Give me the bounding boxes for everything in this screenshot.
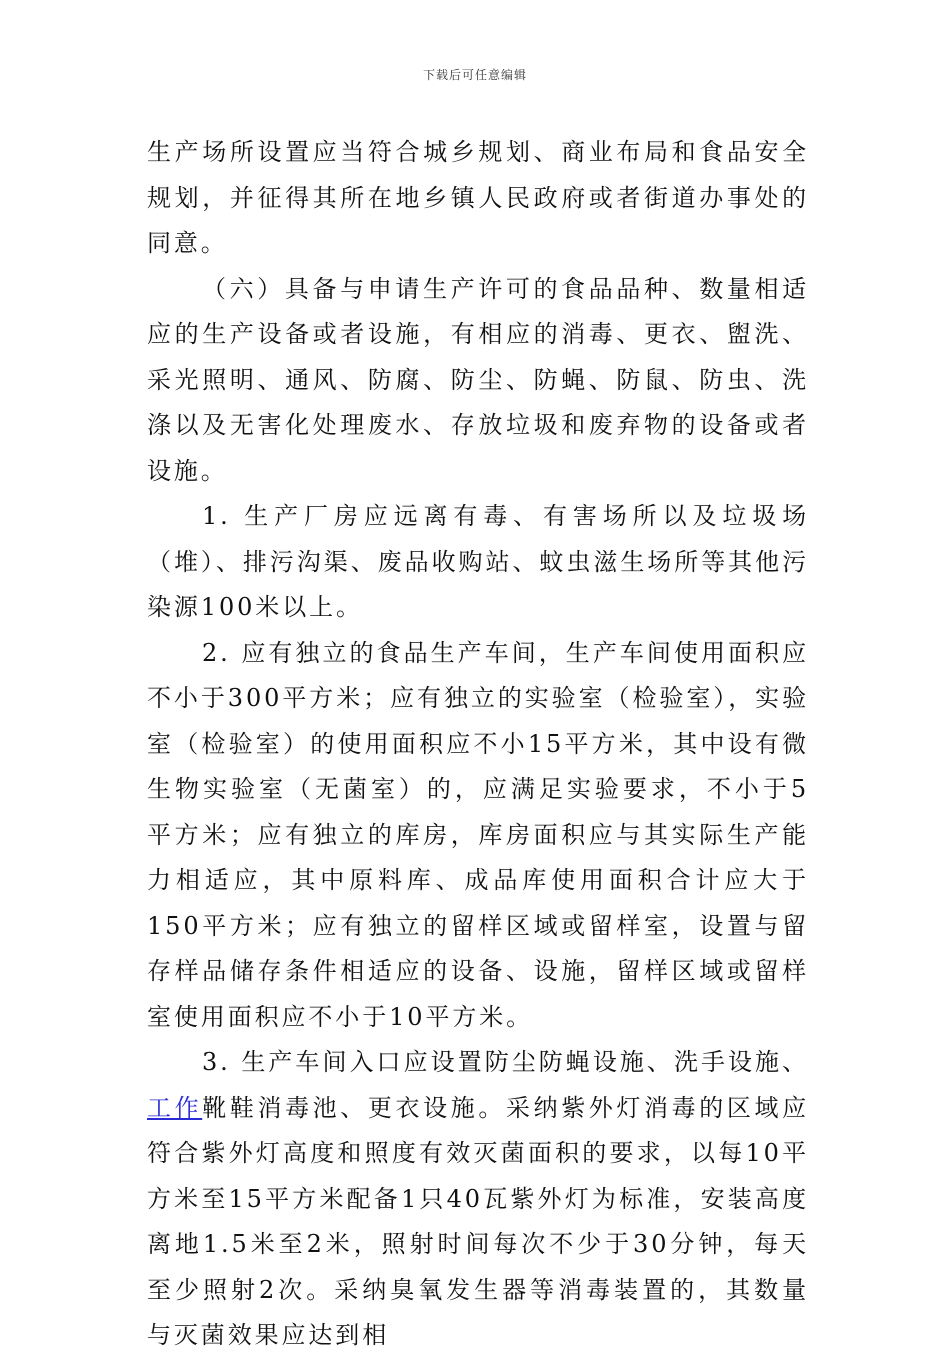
paragraph-site-planning: 生产场所设置应当符合城乡规划、商业布局和食品安全规划，并征得其所在地乡镇人民政府或者街道办事处的同意。 — [147, 138, 809, 257]
work-hyperlink[interactable]: 工作 — [147, 1093, 203, 1122]
page-header-note: 下载后可任意编辑 — [422, 68, 527, 82]
document-body — [147, 130, 809, 1359]
paragraph-point-1-factory-distance: 1. 生产厂房应远离有毒、有害场所以及垃圾场（堆）、排污沟渠、废品收购站、蚊虫滋生场所等其他污染源100米以上。 — [147, 502, 809, 621]
paragraph-item-six-facilities: （六）具备与申请生产许可的食品品种、数量相适应的生产设备或者设施，有相应的消毒、更衣、盥洗、采光照明、通风、防腐、防尘、防蝇、防鼠、防虫、洗涤以及无害化处理废水、存放垃圾和废弃物的设备或者设施。 — [147, 274, 809, 485]
paragraph-point-2-workshop-area: 2. 应有独立的食品生产车间，生产车间使用面积应不小于300平方米；应有独立的实验室（检验室），实验室（检验室）的使用面积应不小15平方米，其中设有微生物实验室（无菌室）的，应满足实验要求，不小于5平方米；应有独立的库房，库房面积应与其实际生产能力相适应，其中原料库、成品库使用面积合计应大于150平方米；应有独立的留样区域或留样室，设置与留存样品储存条件相适应的设备、设施，留样区域或留样室使用面积应不小于10平方米。 — [147, 638, 809, 1031]
paragraph-point-3-text-after: 靴鞋消毒池、更衣设施。采纳紫外灯消毒的区域应符合紫外灯高度和照度有效灭菌面积的要求，以每10平方米至15平方米配备1只40瓦紫外灯为标准，安装高度离地1.5米至2米，照射时间每次不少于30分钟，每天至少照射2次。采纳臭氧发生器等消毒装置的，其数量与灭菌效果应达到相 — [147, 1093, 809, 1349]
paragraph-point-3-text-before: 3. 生产车间入口应设置防尘防蝇设施、洗手设施、 — [202, 1048, 809, 1076]
paragraph-point-3-entrance-facilities — [147, 1040, 809, 1359]
